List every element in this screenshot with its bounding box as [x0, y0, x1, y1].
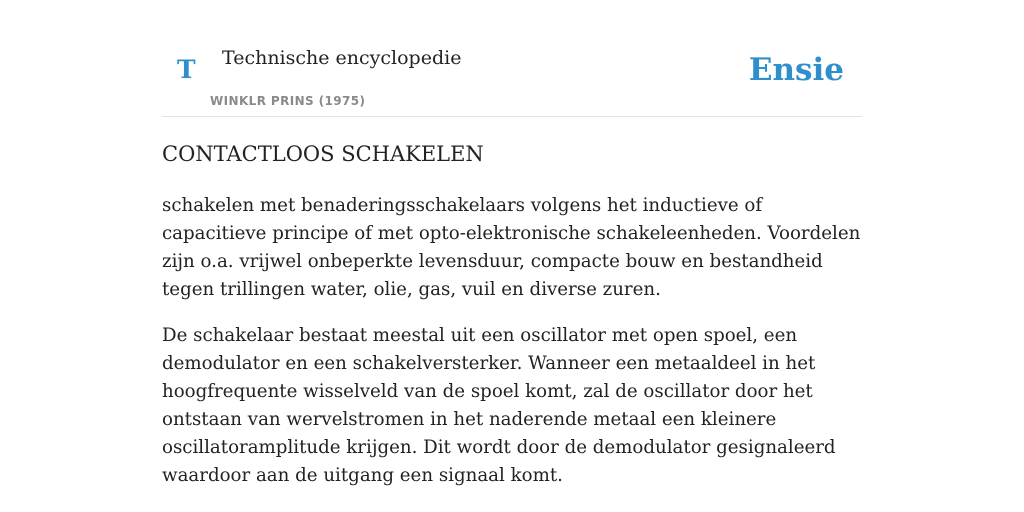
article-paragraph-2: De schakelaar bestaat meestal uit een oscillator met open spoel, een demodulator en een schakelversterker. Wanneer een metaaldeel in het hoogfrequente wisselveld van de spoel komt, zal de oscillator door het ontstaan van wervelstromen in het naderende metaal een kleinere oscillatoramplitude krijgen. Dit wordt door de demodulator gesignaleerd waardoor aan de uitgang een signaal komt.	[162, 325, 836, 486]
article	[162, 138, 862, 490]
ensie-logo-link[interactable]: Ensie	[748, 52, 844, 88]
book-logo-letter[interactable]: T	[177, 55, 196, 84]
book-title-link[interactable]: Technische encyclopedie	[222, 47, 462, 69]
book-subtitle: WINKLR PRINS (1975)	[210, 94, 366, 108]
book-header	[162, 0, 862, 117]
article-paragraph-1: schakelen met benaderingsschakelaars volgens het inductieve of capacitieve principe of met opto-elektronische schakeleenheden. Voordelen zijn o.a. vrijwel onbeperkte levensduur, compacte bouw en bestandheid tegen trillingen water, olie, gas, vuil en diverse zuren.	[162, 195, 861, 300]
article-title: CONTACTLOOS SCHAKELEN	[162, 142, 484, 166]
